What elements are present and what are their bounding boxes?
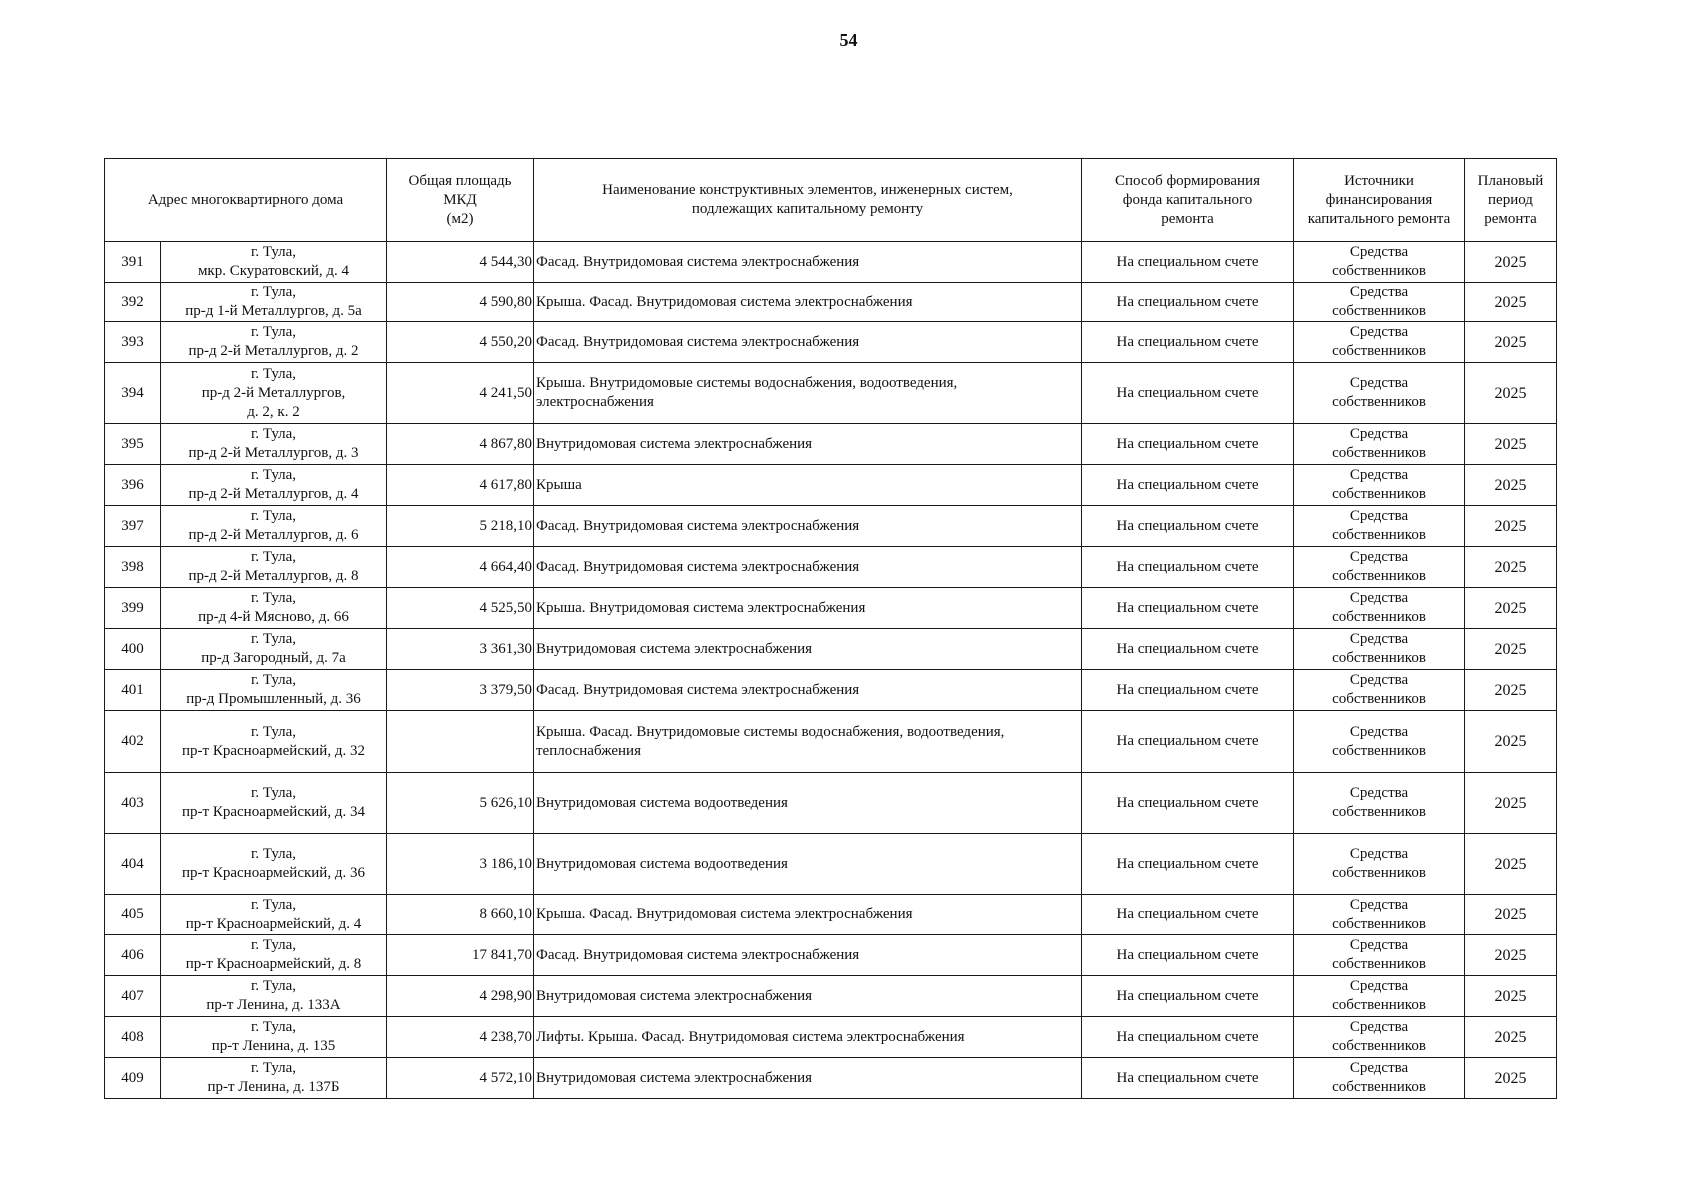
row-elements bbox=[534, 588, 1082, 629]
table-row bbox=[105, 1017, 1557, 1058]
row-number: 405 bbox=[105, 895, 161, 935]
address-street: пр-т Ленина, д. 137Б bbox=[207, 1079, 340, 1095]
address-street: пр-д 2-й Металлургов, д. 3 bbox=[188, 445, 359, 461]
address-city: г. Тула, bbox=[250, 1019, 297, 1035]
elements-text: Внутридомовая система электроснабжения bbox=[536, 1069, 813, 1086]
source-line2: собственников bbox=[1332, 263, 1426, 279]
row-method: На специальном счете bbox=[1082, 629, 1294, 670]
address-city: г. Тула, bbox=[250, 284, 297, 300]
row-period: 2025 bbox=[1465, 465, 1557, 506]
row-address bbox=[161, 976, 387, 1017]
row-area: 4 238,70 bbox=[387, 1017, 534, 1058]
elements-text: Внутридомовая система водоотведения bbox=[536, 794, 788, 811]
row-number: 403 bbox=[105, 773, 161, 834]
elements-text: Крыша. Фасад. Внутридомовые системы водоснабжения, водоотведения, bbox=[536, 723, 1005, 740]
row-period: 2025 bbox=[1465, 976, 1557, 1017]
address-street: пр-т Красноармейский, д. 32 bbox=[182, 742, 365, 759]
row-number: 399 bbox=[105, 588, 161, 629]
page-number: 54 bbox=[839, 30, 858, 50]
source-line2: собственников bbox=[1332, 445, 1426, 461]
row-period: 2025 bbox=[1465, 363, 1557, 424]
address-street: пр-т Ленина, д. 135 bbox=[211, 1038, 336, 1054]
address-city: г. Тула, bbox=[250, 467, 297, 483]
address-street: пр-т Красноармейский, д. 36 bbox=[182, 865, 365, 881]
row-address bbox=[161, 895, 387, 935]
row-source bbox=[1294, 711, 1465, 773]
address-street: пр-д Промышленный, д. 36 bbox=[186, 691, 361, 707]
row-method: На специальном счете bbox=[1082, 670, 1294, 711]
row-method: На специальном счете bbox=[1082, 834, 1294, 895]
header-area: Общая площадь МКД (м2) bbox=[387, 159, 534, 242]
source-line2: собственников bbox=[1332, 956, 1426, 972]
row-method: На специальном счете bbox=[1082, 1058, 1294, 1099]
table-row bbox=[105, 283, 1557, 322]
address-city: г. Тула, bbox=[250, 785, 297, 801]
row-address bbox=[161, 588, 387, 629]
address-street: пр-д Загородный, д. 7а bbox=[201, 650, 346, 666]
header-method: Способ формирования фонда капитального ремонта bbox=[1082, 159, 1294, 242]
row-method: На специальном счете bbox=[1082, 935, 1294, 976]
row-source bbox=[1294, 1058, 1465, 1099]
row-address bbox=[161, 363, 387, 424]
row-period: 2025 bbox=[1465, 242, 1557, 283]
row-method: На специальном счете bbox=[1082, 773, 1294, 834]
row-source bbox=[1294, 629, 1465, 670]
address-street: пр-т Красноармейский, д. 34 bbox=[182, 804, 365, 820]
row-area: 8 660,10 bbox=[387, 895, 534, 935]
address-street: пр-т Красноармейский, д. 4 bbox=[185, 915, 362, 932]
row-number: 396 bbox=[105, 465, 161, 506]
row-source bbox=[1294, 976, 1465, 1017]
address-city: г. Тула, bbox=[250, 723, 297, 740]
table-row bbox=[105, 895, 1557, 935]
elements-text: Крыша. Внутридомовая система электроснабжения bbox=[536, 599, 866, 616]
table-header-row bbox=[105, 159, 1557, 242]
row-address bbox=[161, 834, 387, 895]
table-row bbox=[105, 588, 1557, 629]
row-address bbox=[161, 283, 387, 322]
elements-text: Фасад. Внутридомовая система электроснабжения bbox=[536, 517, 860, 534]
address-city: г. Тула, bbox=[250, 978, 297, 994]
row-area bbox=[387, 711, 534, 773]
row-source bbox=[1294, 935, 1465, 976]
row-elements bbox=[534, 1058, 1082, 1099]
source-line1: Средства bbox=[1349, 672, 1409, 688]
row-area: 4 867,80 bbox=[387, 424, 534, 465]
row-area: 3 379,50 bbox=[387, 670, 534, 711]
address-city: г. Тула, bbox=[250, 590, 297, 606]
table-row bbox=[105, 465, 1557, 506]
elements-text: Крыша. Внутридомовые системы водоснабжения, водоотведения, bbox=[536, 375, 958, 391]
row-elements bbox=[534, 895, 1082, 935]
row-source bbox=[1294, 547, 1465, 588]
elements-text: Лифты. Крыша. Фасад. Внутридомовая система электроснабжения bbox=[536, 1028, 965, 1045]
row-area: 5 626,10 bbox=[387, 773, 534, 834]
elements-text: Фасад. Внутридомовая система электроснабжения bbox=[536, 558, 860, 575]
row-method: На специальном счете bbox=[1082, 547, 1294, 588]
source-line1: Средства bbox=[1349, 375, 1409, 391]
header-period: Плановый период ремонта bbox=[1465, 159, 1557, 242]
address-street: пр-д 2-й Металлургов, д. 4 bbox=[188, 486, 359, 502]
row-period: 2025 bbox=[1465, 670, 1557, 711]
source-line1: Средства bbox=[1349, 785, 1409, 801]
address-city: г. Тула, bbox=[250, 324, 297, 340]
source-line2: собственников bbox=[1332, 997, 1426, 1013]
row-elements bbox=[534, 506, 1082, 547]
source-line2: собственников bbox=[1332, 609, 1426, 625]
row-method: На специальном счете bbox=[1082, 895, 1294, 935]
row-address bbox=[161, 935, 387, 976]
address-street: пр-д 4-й Мясново, д. 66 bbox=[198, 609, 349, 625]
row-area: 4 298,90 bbox=[387, 976, 534, 1017]
row-source bbox=[1294, 588, 1465, 629]
address-street: пр-д 2-й Металлургов, д. 2 bbox=[188, 343, 359, 359]
source-line1: Средства bbox=[1349, 896, 1409, 913]
elements-text-cont: теплоснабжения bbox=[536, 742, 641, 759]
table-row bbox=[105, 976, 1557, 1017]
source-line1: Средства bbox=[1349, 631, 1409, 647]
row-period: 2025 bbox=[1465, 424, 1557, 465]
row-period: 2025 bbox=[1465, 322, 1557, 363]
source-line1: Средства bbox=[1349, 978, 1409, 994]
row-method: На специальном счете bbox=[1082, 465, 1294, 506]
row-period: 2025 bbox=[1465, 1058, 1557, 1099]
row-method: На специальном счете bbox=[1082, 322, 1294, 363]
table-row bbox=[105, 670, 1557, 711]
address-city: г. Тула, bbox=[250, 365, 297, 382]
row-number: 402 bbox=[105, 711, 161, 773]
source-line2: собственников bbox=[1332, 1079, 1426, 1095]
row-period: 2025 bbox=[1465, 895, 1557, 935]
header-address: Адрес многоквартирного дома bbox=[105, 159, 387, 242]
elements-text: Фасад. Внутридомовая система электроснабжения bbox=[536, 681, 860, 698]
address-street: мкр. Скуратовский, д. 4 bbox=[197, 263, 350, 279]
table-row bbox=[105, 242, 1557, 283]
row-address bbox=[161, 242, 387, 283]
row-elements bbox=[534, 465, 1082, 506]
address-street: пр-д 2-й Металлургов, bbox=[201, 384, 346, 401]
row-elements bbox=[534, 242, 1082, 283]
row-address bbox=[161, 711, 387, 773]
row-area: 4 550,20 bbox=[387, 322, 534, 363]
source-line2: собственников bbox=[1332, 691, 1426, 707]
elements-text: Крыша. Фасад. Внутридомовая система электроснабжения bbox=[536, 906, 913, 922]
row-elements bbox=[534, 629, 1082, 670]
row-address bbox=[161, 424, 387, 465]
address-street: пр-т Красноармейский, д. 8 bbox=[185, 956, 362, 972]
row-period: 2025 bbox=[1465, 1017, 1557, 1058]
row-number: 394 bbox=[105, 363, 161, 424]
address-city: г. Тула, bbox=[250, 549, 297, 565]
table-row bbox=[105, 424, 1557, 465]
row-address bbox=[161, 1058, 387, 1099]
row-elements bbox=[534, 773, 1082, 834]
row-period: 2025 bbox=[1465, 711, 1557, 773]
row-elements bbox=[534, 670, 1082, 711]
row-address bbox=[161, 547, 387, 588]
row-source bbox=[1294, 834, 1465, 895]
address-city: г. Тула, bbox=[250, 631, 297, 647]
row-area: 4 241,50 bbox=[387, 363, 534, 424]
address-city: г. Тула, bbox=[250, 1060, 297, 1076]
elements-text-cont: электроснабжения bbox=[536, 394, 654, 410]
row-number: 407 bbox=[105, 976, 161, 1017]
source-line2: собственников bbox=[1332, 568, 1426, 584]
source-line1: Средства bbox=[1349, 244, 1409, 260]
row-source bbox=[1294, 322, 1465, 363]
address-street: пр-д 2-й Металлургов, д. 8 bbox=[188, 568, 359, 584]
row-method: На специальном счете bbox=[1082, 363, 1294, 424]
row-source bbox=[1294, 1017, 1465, 1058]
source-line2: собственников bbox=[1332, 804, 1426, 820]
row-source bbox=[1294, 465, 1465, 506]
row-method: На специальном счете bbox=[1082, 588, 1294, 629]
elements-text: Крыша. Фасад. Внутридомовая система электроснабжения bbox=[536, 293, 913, 310]
row-address bbox=[161, 322, 387, 363]
row-area: 5 218,10 bbox=[387, 506, 534, 547]
row-number: 397 bbox=[105, 506, 161, 547]
row-address bbox=[161, 773, 387, 834]
row-elements bbox=[534, 547, 1082, 588]
source-line2: собственников bbox=[1332, 486, 1426, 502]
address-street: пр-д 1-й Металлургов, д. 5а bbox=[185, 303, 362, 319]
source-line2: собственников bbox=[1332, 527, 1426, 543]
source-line2: собственников bbox=[1332, 742, 1426, 759]
row-elements bbox=[534, 711, 1082, 773]
row-number: 400 bbox=[105, 629, 161, 670]
row-method: На специальном счете bbox=[1082, 506, 1294, 547]
row-number: 409 bbox=[105, 1058, 161, 1099]
table-row bbox=[105, 506, 1557, 547]
row-number: 406 bbox=[105, 935, 161, 976]
header-elements: Наименование конструктивных элементов, инженерных систем, подлежащих капитальному ремонту bbox=[534, 159, 1082, 242]
row-area: 4 617,80 bbox=[387, 465, 534, 506]
table-row bbox=[105, 547, 1557, 588]
row-period: 2025 bbox=[1465, 935, 1557, 976]
row-number: 408 bbox=[105, 1017, 161, 1058]
address-street: пр-д 2-й Металлургов, д. 6 bbox=[188, 527, 359, 543]
address-city: г. Тула, bbox=[250, 426, 297, 442]
source-line1: Средства bbox=[1349, 1019, 1409, 1035]
source-line2: собственников bbox=[1332, 865, 1426, 881]
row-address bbox=[161, 670, 387, 711]
elements-text: Внутридомовая система электроснабжения bbox=[536, 987, 813, 1004]
elements-text: Крыша bbox=[536, 476, 582, 493]
row-number: 393 bbox=[105, 322, 161, 363]
row-method: На специальном счете bbox=[1082, 1017, 1294, 1058]
address-city: г. Тула, bbox=[250, 244, 297, 260]
table-row bbox=[105, 834, 1557, 895]
row-elements bbox=[534, 935, 1082, 976]
source-line2: собственников bbox=[1332, 394, 1426, 410]
row-area: 17 841,70 bbox=[387, 935, 534, 976]
elements-text: Фасад. Внутридомовая система электроснабжения bbox=[536, 946, 860, 963]
row-method: На специальном счете bbox=[1082, 976, 1294, 1017]
row-method: На специальном счете bbox=[1082, 424, 1294, 465]
source-line1: Средства bbox=[1349, 846, 1409, 862]
row-period: 2025 bbox=[1465, 506, 1557, 547]
row-area: 4 544,30 bbox=[387, 242, 534, 283]
source-line1: Средства bbox=[1349, 590, 1409, 606]
row-elements bbox=[534, 363, 1082, 424]
row-source bbox=[1294, 506, 1465, 547]
source-line1: Средства bbox=[1349, 324, 1409, 340]
table-row bbox=[105, 711, 1557, 773]
source-line1: Средства bbox=[1349, 508, 1409, 524]
source-line1: Средства bbox=[1349, 426, 1409, 442]
row-source bbox=[1294, 242, 1465, 283]
row-address bbox=[161, 1017, 387, 1058]
row-address bbox=[161, 465, 387, 506]
elements-text: Внутридомовая система электроснабжения bbox=[536, 435, 813, 452]
table-row bbox=[105, 1058, 1557, 1099]
elements-text: Внутридомовая система электроснабжения bbox=[536, 640, 813, 657]
row-elements bbox=[534, 424, 1082, 465]
row-address bbox=[161, 629, 387, 670]
source-line1: Средства bbox=[1349, 723, 1409, 740]
table-row bbox=[105, 773, 1557, 834]
address-city: г. Тула, bbox=[250, 846, 297, 862]
source-line1: Средства bbox=[1349, 937, 1409, 953]
row-source bbox=[1294, 363, 1465, 424]
row-area: 4 572,10 bbox=[387, 1058, 534, 1099]
row-elements bbox=[534, 1017, 1082, 1058]
repair-plan-table bbox=[104, 158, 1557, 1099]
row-number: 404 bbox=[105, 834, 161, 895]
row-period: 2025 bbox=[1465, 834, 1557, 895]
row-period: 2025 bbox=[1465, 283, 1557, 322]
source-line1: Средства bbox=[1349, 284, 1409, 300]
row-elements bbox=[534, 283, 1082, 322]
row-elements bbox=[534, 834, 1082, 895]
address-city: г. Тула, bbox=[250, 508, 297, 524]
row-period: 2025 bbox=[1465, 588, 1557, 629]
source-line2: собственников bbox=[1332, 303, 1426, 319]
address-street: пр-т Ленина, д. 133А bbox=[206, 997, 341, 1013]
row-period: 2025 bbox=[1465, 773, 1557, 834]
row-number: 395 bbox=[105, 424, 161, 465]
source-line2: собственников bbox=[1332, 650, 1426, 666]
elements-text: Фасад. Внутридомовая система электроснабжения bbox=[536, 333, 860, 350]
elements-text: Фасад. Внутридомовая система электроснабжения bbox=[536, 253, 860, 270]
row-area: 4 525,50 bbox=[387, 588, 534, 629]
row-source bbox=[1294, 670, 1465, 711]
row-source bbox=[1294, 283, 1465, 322]
source-line2: собственников bbox=[1332, 1038, 1426, 1054]
table-row bbox=[105, 629, 1557, 670]
row-area: 3 186,10 bbox=[387, 834, 534, 895]
row-number: 391 bbox=[105, 242, 161, 283]
row-elements bbox=[534, 322, 1082, 363]
row-method: На специальном счете bbox=[1082, 283, 1294, 322]
row-address bbox=[161, 506, 387, 547]
row-number: 398 bbox=[105, 547, 161, 588]
row-elements bbox=[534, 976, 1082, 1017]
table-row bbox=[105, 935, 1557, 976]
address-city: г. Тула, bbox=[250, 937, 297, 953]
header-source: Источники финансирования капитального ремонта bbox=[1294, 159, 1465, 242]
row-area: 4 590,80 bbox=[387, 283, 534, 322]
row-source bbox=[1294, 424, 1465, 465]
source-line2: собственников bbox=[1332, 915, 1426, 932]
source-line1: Средства bbox=[1349, 549, 1409, 565]
row-method: На специальном счете bbox=[1082, 711, 1294, 773]
row-period: 2025 bbox=[1465, 629, 1557, 670]
table-row bbox=[105, 363, 1557, 424]
row-area: 4 664,40 bbox=[387, 547, 534, 588]
row-method: На специальном счете bbox=[1082, 242, 1294, 283]
elements-text: Внутридомовая система водоотведения bbox=[536, 855, 788, 872]
source-line1: Средства bbox=[1349, 467, 1409, 483]
table-row bbox=[105, 322, 1557, 363]
row-period: 2025 bbox=[1465, 547, 1557, 588]
source-line2: собственников bbox=[1332, 343, 1426, 359]
row-number: 401 bbox=[105, 670, 161, 711]
row-number: 392 bbox=[105, 283, 161, 322]
row-source bbox=[1294, 895, 1465, 935]
address-street-cont: д. 2, к. 2 bbox=[247, 403, 300, 420]
address-city: г. Тула, bbox=[250, 672, 297, 688]
row-area: 3 361,30 bbox=[387, 629, 534, 670]
row-source bbox=[1294, 773, 1465, 834]
source-line1: Средства bbox=[1349, 1060, 1409, 1076]
address-city: г. Тула, bbox=[250, 896, 297, 913]
